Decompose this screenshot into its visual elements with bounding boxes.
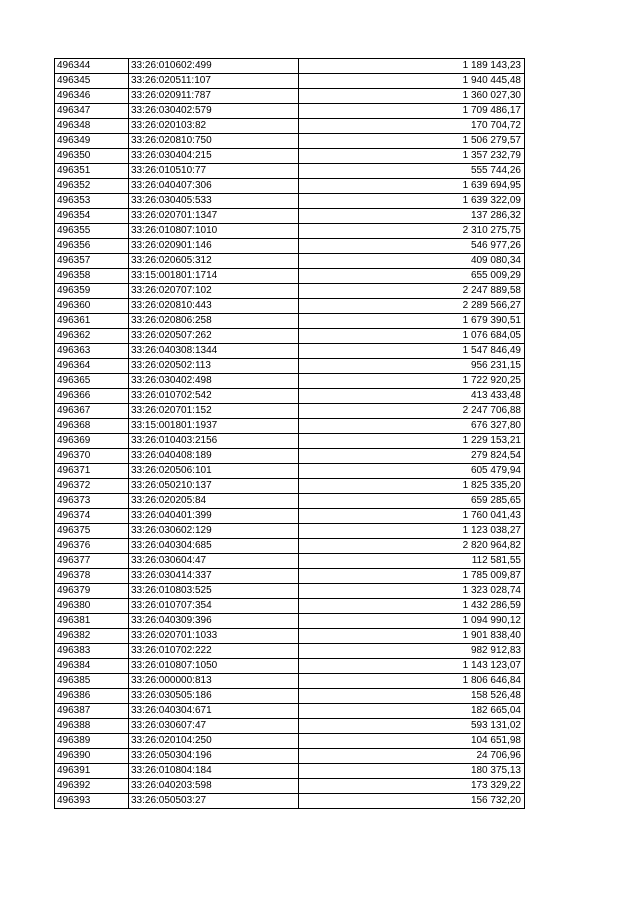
value-cell: 112 581,55 (299, 554, 525, 569)
cadastral-number-cell: 33:26:030405:533 (129, 194, 299, 209)
row-id-cell: 496362 (55, 329, 129, 344)
row-id-cell: 496369 (55, 434, 129, 449)
cadastral-number-cell: 33:26:020511:107 (129, 74, 299, 89)
cadastral-number-cell: 33:26:020810:750 (129, 134, 299, 149)
table-row (55, 539, 525, 554)
value-cell: 1 709 486,17 (299, 104, 525, 119)
value-cell: 1 639 694,95 (299, 179, 525, 194)
row-id-cell: 496365 (55, 374, 129, 389)
table-row (55, 584, 525, 599)
table-row (55, 659, 525, 674)
cadastral-number-cell: 33:26:030402:579 (129, 104, 299, 119)
table-row (55, 434, 525, 449)
value-cell: 1 123 038,27 (299, 524, 525, 539)
value-cell: 956 231,15 (299, 359, 525, 374)
value-cell: 1 323 028,74 (299, 584, 525, 599)
row-id-cell: 496384 (55, 659, 129, 674)
table-row (55, 764, 525, 779)
value-cell: 173 329,22 (299, 779, 525, 794)
value-cell: 413 433,48 (299, 389, 525, 404)
table-row (55, 344, 525, 359)
value-cell: 1 547 846,49 (299, 344, 525, 359)
cadastral-number-cell: 33:26:030602:129 (129, 524, 299, 539)
cadastral-number-cell: 33:26:020506:101 (129, 464, 299, 479)
value-cell: 158 526,48 (299, 689, 525, 704)
table-row (55, 104, 525, 119)
cadastral-number-cell: 33:15:001801:1937 (129, 419, 299, 434)
row-id-cell: 496355 (55, 224, 129, 239)
cadastral-number-cell: 33:26:020507:262 (129, 329, 299, 344)
table-row (55, 689, 525, 704)
cadastral-number-cell: 33:26:020911:787 (129, 89, 299, 104)
row-id-cell: 496382 (55, 629, 129, 644)
value-cell: 1 094 990,12 (299, 614, 525, 629)
row-id-cell: 496376 (55, 539, 129, 554)
value-cell: 1 785 009,87 (299, 569, 525, 584)
value-cell: 2 247 889,58 (299, 284, 525, 299)
cadastral-number-cell: 33:26:030402:498 (129, 374, 299, 389)
cadastral-number-cell: 33:26:010707:354 (129, 599, 299, 614)
table-row (55, 329, 525, 344)
value-cell: 182 665,04 (299, 704, 525, 719)
cadastral-number-cell: 33:26:020707:102 (129, 284, 299, 299)
table-row (55, 224, 525, 239)
table-row (55, 614, 525, 629)
row-id-cell: 496357 (55, 254, 129, 269)
cadastral-number-cell: 33:26:010702:542 (129, 389, 299, 404)
row-id-cell: 496350 (55, 149, 129, 164)
value-cell: 24 706,96 (299, 749, 525, 764)
row-id-cell: 496360 (55, 299, 129, 314)
table-row (55, 134, 525, 149)
row-id-cell: 496358 (55, 269, 129, 284)
row-id-cell: 496367 (55, 404, 129, 419)
table-row (55, 494, 525, 509)
cadastral-number-cell: 33:26:020104:250 (129, 734, 299, 749)
cadastral-number-cell: 33:26:040408:189 (129, 449, 299, 464)
value-cell: 676 327,80 (299, 419, 525, 434)
cadastral-number-cell: 33:26:030505:186 (129, 689, 299, 704)
row-id-cell: 496375 (55, 524, 129, 539)
value-cell: 1 357 232,79 (299, 149, 525, 164)
table-row (55, 464, 525, 479)
row-id-cell: 496347 (55, 104, 129, 119)
row-id-cell: 496371 (55, 464, 129, 479)
table-row (55, 149, 525, 164)
value-cell: 1 940 445,48 (299, 74, 525, 89)
cadastral-number-cell: 33:26:010702:222 (129, 644, 299, 659)
row-id-cell: 496345 (55, 74, 129, 89)
row-id-cell: 496389 (55, 734, 129, 749)
table-row (55, 374, 525, 389)
value-cell: 1 143 123,07 (299, 659, 525, 674)
table-row (55, 209, 525, 224)
value-cell: 655 009,29 (299, 269, 525, 284)
row-id-cell: 496386 (55, 689, 129, 704)
row-id-cell: 496373 (55, 494, 129, 509)
value-cell: 104 651,98 (299, 734, 525, 749)
cadastral-number-cell: 33:26:040203:598 (129, 779, 299, 794)
cadastral-number-cell: 33:26:040407:306 (129, 179, 299, 194)
cadastral-number-cell: 33:26:030607:47 (129, 719, 299, 734)
cadastral-number-cell: 33:26:010403:2156 (129, 434, 299, 449)
value-cell: 2 247 706,88 (299, 404, 525, 419)
value-cell: 659 285,65 (299, 494, 525, 509)
cadastral-number-cell: 33:26:010807:1050 (129, 659, 299, 674)
value-cell: 1 432 286,59 (299, 599, 525, 614)
value-cell: 546 977,26 (299, 239, 525, 254)
cadastral-number-cell: 33:26:010803:525 (129, 584, 299, 599)
row-id-cell: 496370 (55, 449, 129, 464)
cadastral-number-cell: 33:26:010807:1010 (129, 224, 299, 239)
table-row (55, 644, 525, 659)
row-id-cell: 496354 (55, 209, 129, 224)
cadastral-number-cell: 33:26:010602:499 (129, 59, 299, 74)
row-id-cell: 496380 (55, 599, 129, 614)
value-cell: 1 189 143,23 (299, 59, 525, 74)
row-id-cell: 496364 (55, 359, 129, 374)
value-cell: 1 825 335,20 (299, 479, 525, 494)
table-row (55, 419, 525, 434)
row-id-cell: 496348 (55, 119, 129, 134)
table-row (55, 719, 525, 734)
value-cell: 156 732,20 (299, 794, 525, 809)
row-id-cell: 496388 (55, 719, 129, 734)
table-row (55, 164, 525, 179)
cadastral-number-cell: 33:26:020502:113 (129, 359, 299, 374)
row-id-cell: 496361 (55, 314, 129, 329)
cadastral-number-cell: 33:26:040304:671 (129, 704, 299, 719)
cadastral-number-cell: 33:26:040304:685 (129, 539, 299, 554)
row-id-cell: 496378 (55, 569, 129, 584)
row-id-cell: 496391 (55, 764, 129, 779)
table-row (55, 554, 525, 569)
value-cell: 2 310 275,75 (299, 224, 525, 239)
row-id-cell: 496379 (55, 584, 129, 599)
table-row (55, 239, 525, 254)
cadastral-number-cell: 33:26:020701:1347 (129, 209, 299, 224)
table-row (55, 404, 525, 419)
row-id-cell: 496346 (55, 89, 129, 104)
table-row (55, 299, 525, 314)
cadastral-number-cell: 33:26:030404:215 (129, 149, 299, 164)
table-row (55, 599, 525, 614)
value-cell: 137 286,32 (299, 209, 525, 224)
cadastral-number-cell: 33:26:020701:152 (129, 404, 299, 419)
value-cell: 1 639 322,09 (299, 194, 525, 209)
table-row (55, 314, 525, 329)
row-id-cell: 496390 (55, 749, 129, 764)
value-cell: 555 744,26 (299, 164, 525, 179)
cadastral-number-cell: 33:26:050503:27 (129, 794, 299, 809)
cadastral-number-cell: 33:26:020806:258 (129, 314, 299, 329)
table-row (55, 479, 525, 494)
cadastral-number-cell: 33:26:020103:82 (129, 119, 299, 134)
cadastral-number-cell: 33:15:001801:1714 (129, 269, 299, 284)
value-cell: 2 820 964,82 (299, 539, 525, 554)
value-cell: 180 375,13 (299, 764, 525, 779)
cadastral-number-cell: 33:26:010804:184 (129, 764, 299, 779)
row-id-cell: 496393 (55, 794, 129, 809)
value-cell: 2 289 566,27 (299, 299, 525, 314)
table-row (55, 704, 525, 719)
row-id-cell: 496353 (55, 194, 129, 209)
value-cell: 1 229 153,21 (299, 434, 525, 449)
value-cell: 279 824,54 (299, 449, 525, 464)
value-cell: 170 704,72 (299, 119, 525, 134)
row-id-cell: 496383 (55, 644, 129, 659)
table-row (55, 254, 525, 269)
row-id-cell: 496356 (55, 239, 129, 254)
row-id-cell: 496352 (55, 179, 129, 194)
value-cell: 1 679 390,51 (299, 314, 525, 329)
cadastral-number-cell: 33:26:050210:137 (129, 479, 299, 494)
table-row (55, 449, 525, 464)
cadastral-number-cell: 33:26:010510:77 (129, 164, 299, 179)
data-table (54, 58, 525, 809)
value-cell: 1 076 684,05 (299, 329, 525, 344)
cadastral-number-cell: 33:26:030414:337 (129, 569, 299, 584)
cadastral-number-cell: 33:26:020205:84 (129, 494, 299, 509)
row-id-cell: 496344 (55, 59, 129, 74)
row-id-cell: 496377 (55, 554, 129, 569)
table-row (55, 284, 525, 299)
value-cell: 1 760 041,43 (299, 509, 525, 524)
table-row (55, 74, 525, 89)
table-row (55, 389, 525, 404)
table-row (55, 524, 525, 539)
table-body (55, 59, 525, 809)
table-row (55, 629, 525, 644)
row-id-cell: 496363 (55, 344, 129, 359)
table-row (55, 674, 525, 689)
cadastral-number-cell: 33:26:020901:146 (129, 239, 299, 254)
row-id-cell: 496387 (55, 704, 129, 719)
cadastral-number-cell: 33:26:040308:1344 (129, 344, 299, 359)
cadastral-number-cell: 33:26:000000:813 (129, 674, 299, 689)
table-row (55, 59, 525, 74)
row-id-cell: 496366 (55, 389, 129, 404)
row-id-cell: 496368 (55, 419, 129, 434)
table-row (55, 269, 525, 284)
table-row (55, 569, 525, 584)
row-id-cell: 496385 (55, 674, 129, 689)
table-row (55, 794, 525, 809)
table-row (55, 194, 525, 209)
cadastral-number-cell: 33:26:050304:196 (129, 749, 299, 764)
row-id-cell: 496374 (55, 509, 129, 524)
value-cell: 1 506 279,57 (299, 134, 525, 149)
value-cell: 1 806 646,84 (299, 674, 525, 689)
cadastral-number-cell: 33:26:020701:1033 (129, 629, 299, 644)
cadastral-number-cell: 33:26:040401:399 (129, 509, 299, 524)
row-id-cell: 496349 (55, 134, 129, 149)
value-cell: 1 360 027,30 (299, 89, 525, 104)
table-row (55, 749, 525, 764)
table-row (55, 734, 525, 749)
table-row (55, 359, 525, 374)
value-cell: 982 912,83 (299, 644, 525, 659)
table-row (55, 509, 525, 524)
value-cell: 1 722 920,25 (299, 374, 525, 389)
table-row (55, 89, 525, 104)
cadastral-number-cell: 33:26:020605:312 (129, 254, 299, 269)
cadastral-number-cell: 33:26:030604:47 (129, 554, 299, 569)
cadastral-number-cell: 33:26:020810:443 (129, 299, 299, 314)
value-cell: 605 479,94 (299, 464, 525, 479)
value-cell: 593 131,02 (299, 719, 525, 734)
table-row (55, 779, 525, 794)
table-row (55, 119, 525, 134)
row-id-cell: 496351 (55, 164, 129, 179)
value-cell: 409 080,34 (299, 254, 525, 269)
row-id-cell: 496372 (55, 479, 129, 494)
row-id-cell: 496359 (55, 284, 129, 299)
row-id-cell: 496392 (55, 779, 129, 794)
value-cell: 1 901 838,40 (299, 629, 525, 644)
cadastral-number-cell: 33:26:040309:396 (129, 614, 299, 629)
row-id-cell: 496381 (55, 614, 129, 629)
table-row (55, 179, 525, 194)
